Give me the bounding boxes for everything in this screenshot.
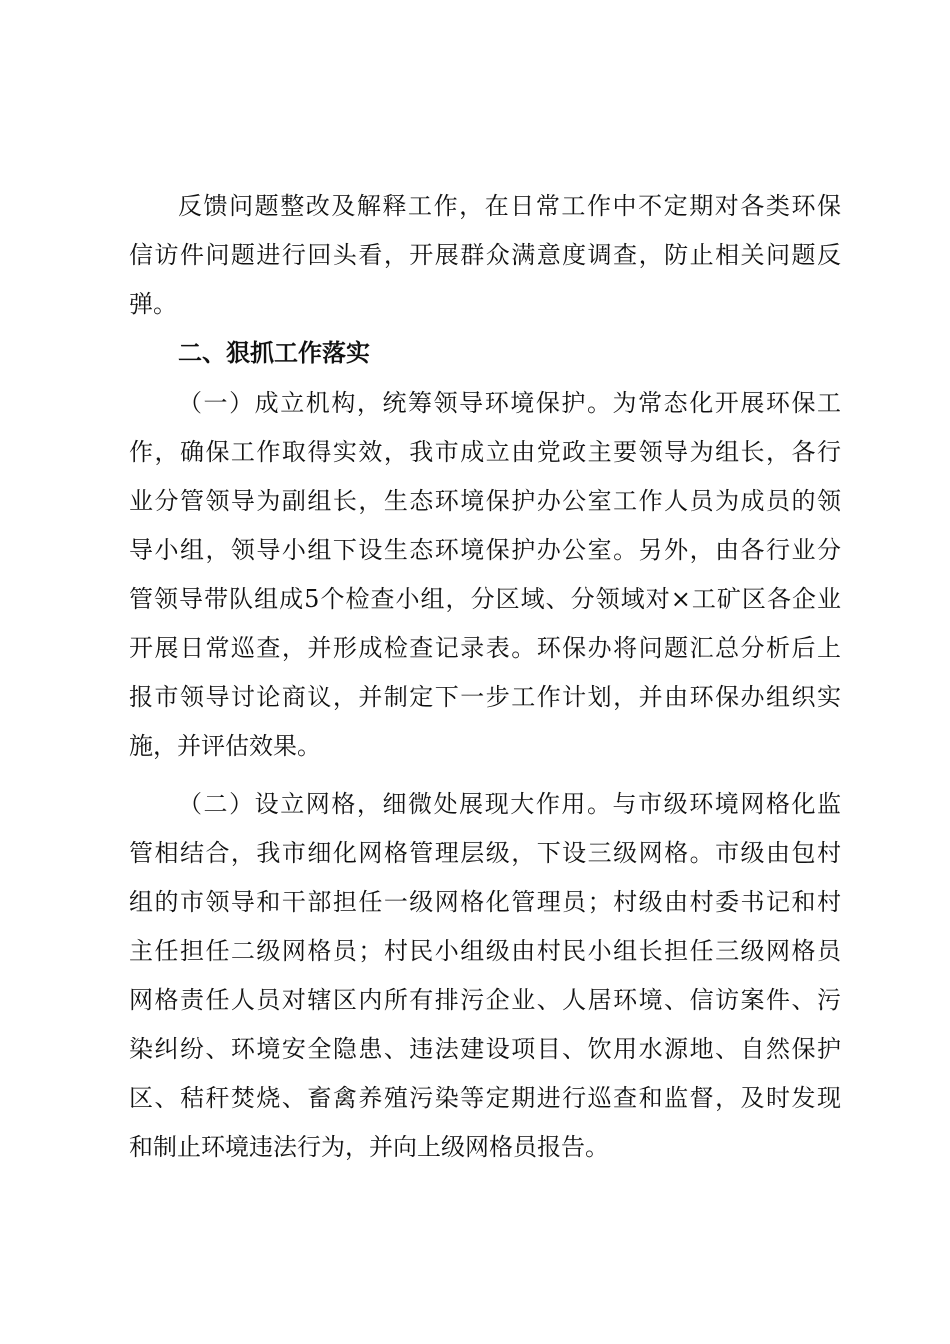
paragraph-line: 弹。 [129, 290, 177, 318]
paragraph-line: 反馈问题整改及解释工作，在日常工作中不定期对各类环保 [178, 192, 841, 220]
paragraph-line: 业分管领导为副组长，生态环境保护办公室工作人员为成员的领 [129, 487, 841, 515]
paragraph-line: 管领导带队组成5个检查小组，分区域、分领域对×工矿区各企业 [129, 585, 841, 613]
paragraph-line: 区、秸秆焚烧、畜禽养殖污染等定期进行巡查和监督，及时发现 [129, 1084, 841, 1112]
section-heading: 二、狠抓工作落实 [178, 338, 370, 367]
paragraph-line: 和制止环境违法行为，并向上级网格员报告。 [129, 1133, 609, 1161]
paragraph-line: 组的市领导和干部担任一级网格化管理员；村级由村委书记和村 [129, 888, 841, 916]
paragraph-line: 管相结合，我市细化网格管理层级，下设三级网格。市级由包村 [129, 839, 841, 867]
paragraph-line: 导小组，领导小组下设生态环境保护办公室。另外，由各行业分 [129, 536, 841, 564]
paragraph-line: 染纠纷、环境安全隐患、违法建设项目、饮用水源地、自然保护 [129, 1035, 841, 1063]
paragraph-line: 报市领导讨论商议，并制定下一步工作计划，并由环保办组织实 [129, 683, 841, 711]
paragraph-line: 主任担任二级网格员；村民小组级由村民小组长担任三级网格员 [129, 937, 841, 965]
paragraph-line: 开展日常巡查，并形成检查记录表。环保办将问题汇总分析后上 [129, 634, 841, 662]
paragraph-line: 信访件问题进行回头看，开展群众满意度调查，防止相关问题反 [129, 241, 841, 269]
paragraph-line: （一）成立机构，统筹领导环境保护。为常态化开展环保工 [178, 389, 841, 417]
paragraph-line: 作，确保工作取得实效，我市成立由党政主要领导为组长，各行 [129, 438, 841, 466]
paragraph-line: 施，并评估效果。 [129, 732, 321, 760]
paragraph-line: 网格责任人员对辖区内所有排污企业、人居环境、信访案件、污 [129, 986, 841, 1014]
paragraph-line: （二）设立网格，细微处展现大作用。与市级环境网格化监 [178, 790, 841, 818]
